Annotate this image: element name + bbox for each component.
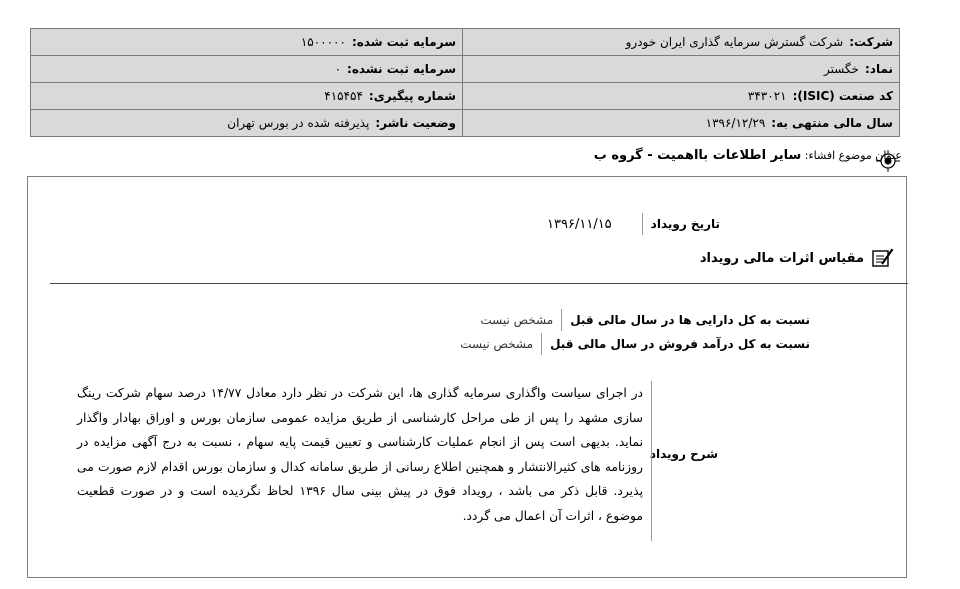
financial-effects-title [700, 247, 894, 269]
isic-label: کد صنعت (ISIC): [792, 89, 893, 103]
info-row [31, 29, 900, 56]
publisher-status-cell [31, 110, 463, 137]
event-description-label: شرح رویداد [649, 447, 718, 461]
ratio-row-assets [480, 309, 810, 331]
subject-line [594, 148, 902, 163]
company-label: شرکت: [849, 35, 893, 49]
ratio-label: نسبت به کل دارایی ها در سال مالی قبل [561, 309, 810, 331]
subject-prefix: عنوان موضوع افشاء: [804, 149, 902, 162]
info-row [31, 110, 900, 137]
ratio-value: مشخص نیست [460, 337, 534, 351]
symbol-value: خگستر [823, 62, 859, 76]
company-cell [463, 29, 900, 56]
fiscal-year-value: ۱۳۹۶/۱۲/۲۹ [705, 116, 766, 130]
event-date-row [547, 213, 720, 235]
unregistered-capital-cell [31, 56, 463, 83]
subject-title: سایر اطلاعات بااهمیت - گروه ب [593, 148, 802, 163]
event-date-value: ۱۳۹۶/۱۱/۱۵ [547, 216, 612, 232]
fiscal-year-label: سال مالی منتهی به: [771, 116, 893, 130]
financial-effects-title-text: مقیاس اثرات مالی رویداد [699, 250, 864, 266]
info-row [31, 56, 900, 83]
company-info-table [30, 28, 900, 137]
registered-capital-cell [31, 29, 463, 56]
tracking-label: شماره پیگیری: [368, 89, 456, 103]
ratio-value: مشخص نیست [480, 313, 554, 327]
tracking-value: ۴۱۵۴۵۴ [324, 89, 363, 103]
ratio-label: نسبت به کل درآمد فروش در سال مالی قبل [541, 333, 810, 355]
company-value: شرکت گسترش سرمایه گذاری ایران خودرو [625, 35, 844, 49]
event-date-label: تاریخ رویداد [642, 213, 720, 235]
event-description: در اجرای سیاست واگذاری سرمایه گذاری ها، این شرکت در نظر دارد معادل ۱۴/۷۷ درصد سهام شرکت رینگ سازی مشهد را پس از طی مراحل کارشناسی از طریق مزایده عمومی سازمان بورس و اوراق بهادار واگذار نماید. بدیهی است پس از انجام عملیات کارشناسی و تعیین قیمت پایه سهام ، نسبت به درج آگهی مزایده در روزنامه های کثیرالانتشار و همچنین اطلاع رسانی از طریق سامانه کدال و سازمان بورس اقدام لازم صورت می پذیرد. قابل ذکر می باشد ، رویداد فوق در پیش بینی سال ۱۳۹۶ لحاظ نگردیده است و در صورت قطعیت موضوع ، اثرات آن اعمال می گردد. [77, 381, 652, 541]
symbol-label: نماد: [864, 62, 893, 76]
info-row [31, 83, 900, 110]
unregistered-capital-label: سرمایه ثبت نشده: [347, 62, 456, 76]
registered-capital-value: ۱۵۰۰۰۰۰ [300, 35, 346, 49]
publisher-status-value: پذیرفته شده در بورس تهران [227, 116, 370, 130]
fiscal-year-cell [463, 110, 900, 137]
tracking-cell [31, 83, 463, 110]
isic-value: ۳۴۳۰۲۱ [747, 89, 787, 103]
event-panel [27, 176, 907, 578]
symbol-cell [463, 56, 900, 83]
divider [50, 283, 908, 284]
unregistered-capital-value: ۰ [334, 62, 342, 76]
ratio-row-sales [460, 333, 810, 355]
registered-capital-label: سرمایه ثبت شده: [351, 35, 456, 49]
isic-cell [463, 83, 900, 110]
publisher-status-label: وضعیت ناشر: [375, 116, 456, 130]
edit-note-icon [870, 247, 894, 269]
